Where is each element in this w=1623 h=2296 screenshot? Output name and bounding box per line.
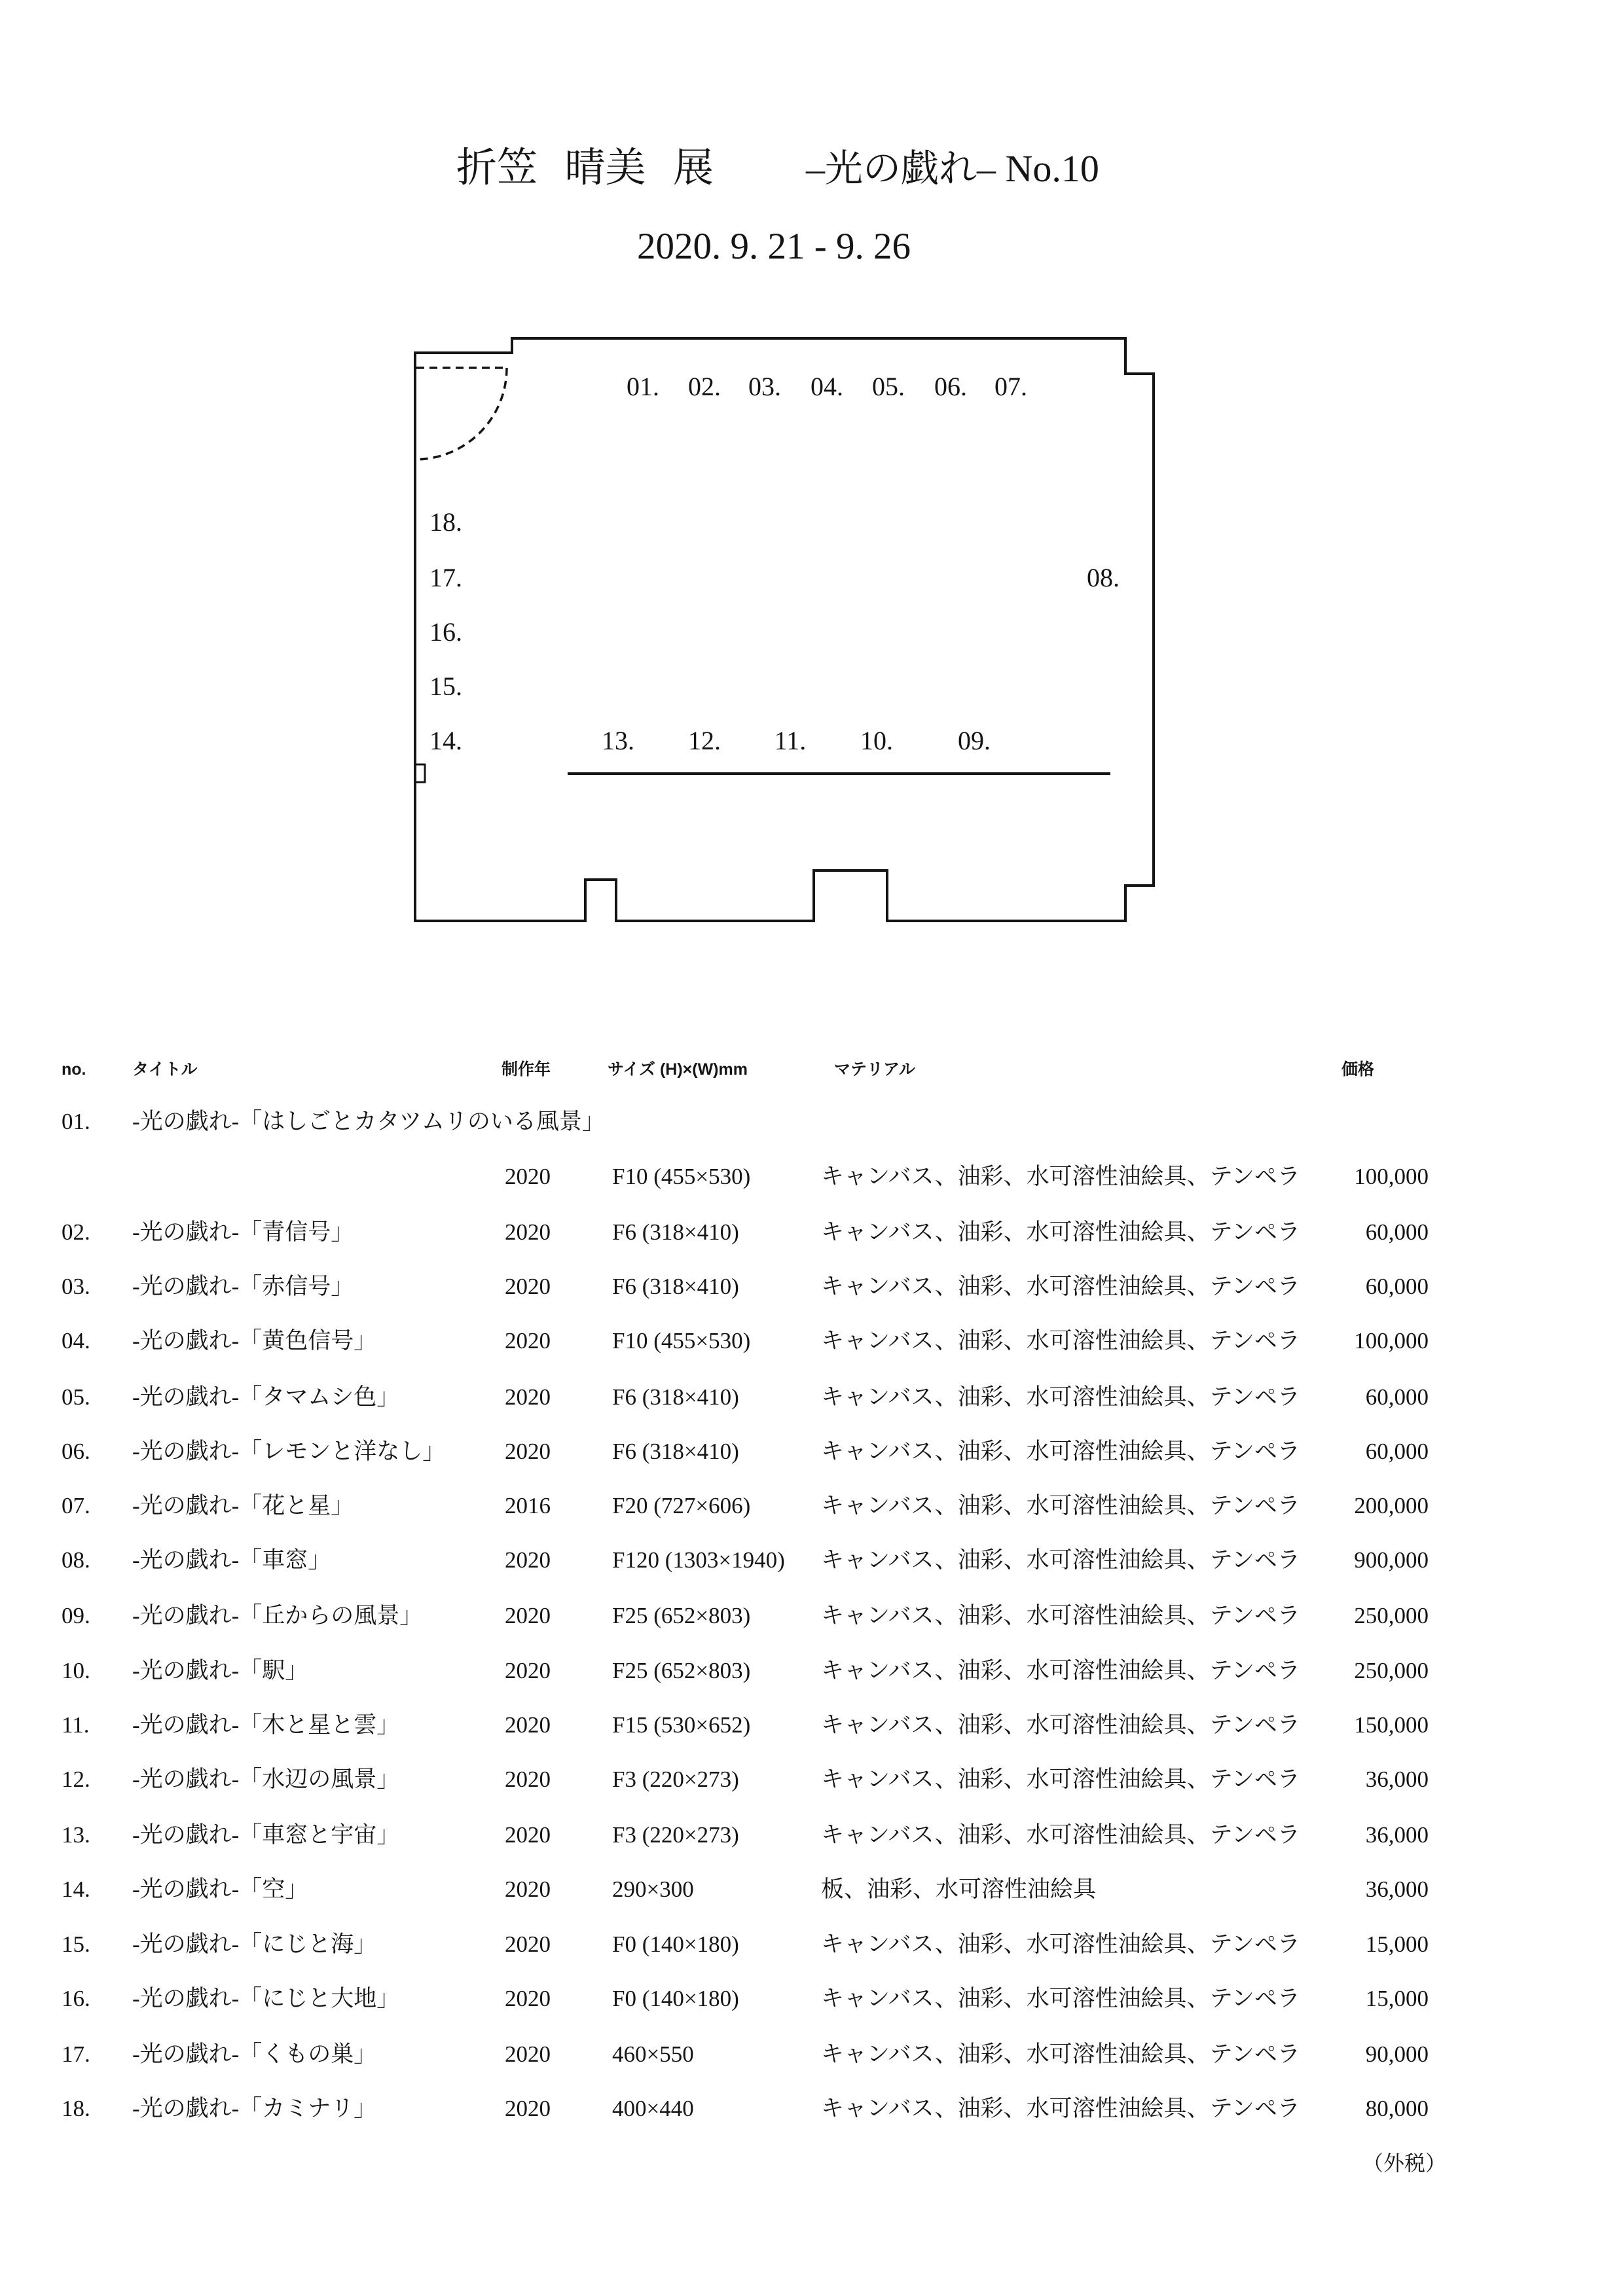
year: 2020 [505,1547,551,1573]
material: キャンバス、油彩、水可溶性油絵具、テンペラ [821,1328,1300,1354]
year: 2020 [505,1328,551,1354]
exhibition-title: 折笠 晴美 展 [456,146,714,190]
floor-plan-outline [415,338,1154,921]
artwork-title: -光の戯れ-「レモンと洋なし」 [132,1439,446,1464]
size: 400×440 [612,2096,694,2121]
artwork-title: -光の戯れ-「丘からの風景」 [132,1603,423,1628]
size: F3 (220×273) [612,1767,739,1792]
artwork-title: -光の戯れ-「木と星と雲」 [132,1712,400,1738]
price: 60,000 [1365,1274,1429,1299]
table-row [0,1602,1623,1630]
price: 15,000 [1365,1931,1429,1957]
material: キャンバス、油彩、水可溶性油絵具、テンペラ [821,1164,1300,1189]
size: 460×550 [612,2041,694,2067]
table-row [0,1437,1623,1466]
header-material: マテリアル [834,1060,916,1079]
material: キャンバス、油彩、水可溶性油絵具、テンペラ [821,1822,1300,1848]
row-number: 11. [62,1712,90,1738]
artwork-title: -光の戯れ-「花と星」 [132,1493,354,1518]
year: 2020 [505,1822,551,1848]
artwork-title: -光の戯れ-「タマムシ色」 [132,1384,400,1410]
price: 36,000 [1365,1876,1429,1902]
artwork-title: -光の戯れ-「空」 [132,1876,308,1902]
year: 2020 [505,2041,551,2067]
floor-plan-label: 10. [860,726,893,755]
row-number: 09. [62,1603,90,1628]
door-swing-arc [416,368,507,459]
material: キャンバス、油彩、水可溶性油絵具、テンペラ [821,1274,1300,1299]
year: 2020 [505,1384,551,1410]
size: F10 (455×530) [612,1164,751,1189]
floor-plan [0,0,1623,949]
size: F15 (530×652) [612,1712,751,1738]
size: F25 (652×803) [612,1658,751,1683]
year: 2020 [505,1986,551,2011]
floor-plan-label: 18. [429,507,462,537]
material: キャンバス、油彩、水可溶性油絵具、テンペラ [821,1384,1300,1410]
year: 2020 [505,1876,551,1902]
table-row [0,1327,1623,1355]
table-row [0,1107,1623,1191]
artwork-title: -光の戯れ-「車窓と宇宙」 [132,1822,400,1848]
year: 2020 [505,1439,551,1464]
floor-plan-label: 05. [872,372,905,401]
size: F6 (318×410) [612,1274,739,1299]
price: 150,000 [1354,1712,1429,1738]
size: F6 (318×410) [612,1384,739,1410]
table-row [0,1546,1623,1575]
year: 2020 [505,1603,551,1628]
header-no: no. [62,1060,86,1079]
size: F0 (140×180) [612,1986,739,2011]
table-row [0,1765,1623,1794]
size: F0 (140×180) [612,1931,739,1957]
artwork-title: -光の戯れ-「駅」 [132,1658,308,1683]
row-number: 18. [62,2096,90,2121]
price: 80,000 [1365,2096,1429,2121]
floor-plan-label: 03. [748,372,781,401]
row-number: 04. [62,1328,90,1354]
header-size: サイズ (H)×(W)mm [608,1060,748,1079]
header-title: タイトル [132,1060,198,1079]
price: 60,000 [1365,1384,1429,1410]
floor-plan-label: 14. [429,726,462,755]
row-number: 14. [62,1876,90,1902]
header-year: 制作年 [501,1060,551,1079]
table-row [0,1657,1623,1685]
floor-plan-label: 06. [934,372,967,401]
artwork-title: -光の戯れ-「黄色信号」 [132,1328,377,1354]
year: 2020 [505,1767,551,1792]
table-row [0,1875,1623,1904]
table-row [0,2040,1623,2069]
artwork-title: -光の戯れ-「はしごとカタツムリのいる風景」 [132,1109,605,1134]
year: 2020 [505,1274,551,1299]
wall-notch [415,764,425,782]
price: 900,000 [1354,1547,1429,1573]
floor-plan-label: 08. [1087,563,1120,592]
row-number: 17. [62,2041,90,2067]
price: 15,000 [1365,1986,1429,2011]
price: 250,000 [1354,1603,1429,1628]
artwork-title: -光の戯れ-「車窓」 [132,1547,331,1573]
year: 2020 [505,1931,551,1957]
row-number: 12. [62,1767,90,1792]
year: 2020 [505,1658,551,1683]
year: 2020 [505,1219,551,1245]
size: F3 (220×273) [612,1822,739,1848]
table-row [0,1383,1623,1412]
price: 36,000 [1365,1767,1429,1792]
material: キャンバス、油彩、水可溶性油絵具、テンペラ [821,2096,1300,2121]
material: キャンバス、油彩、水可溶性油絵具、テンペラ [821,1219,1300,1245]
size: F10 (455×530) [612,1328,751,1354]
floor-plan-label: 13. [602,726,634,755]
table-row [0,1984,1623,2013]
floor-plan-label: 09. [958,726,991,755]
table-row [0,2094,1623,2123]
row-number: 02. [62,1219,90,1245]
size: F6 (318×410) [612,1219,739,1245]
floor-plan-label: 07. [994,372,1027,401]
price: 100,000 [1354,1328,1429,1354]
artwork-title: -光の戯れ-「にじと大地」 [132,1986,400,2011]
row-number: 03. [62,1274,90,1299]
price: 36,000 [1365,1822,1429,1848]
row-number: 08. [62,1547,90,1573]
floor-plan-label: 01. [627,372,659,401]
row-number: 10. [62,1658,90,1683]
artwork-title: -光の戯れ-「水辺の風景」 [132,1767,400,1792]
table-row [0,1821,1623,1850]
size: F20 (727×606) [612,1493,751,1518]
material: キャンバス、油彩、水可溶性油絵具、テンペラ [821,1493,1300,1518]
table-row [0,1272,1623,1301]
year: 2020 [505,2096,551,2121]
floor-plan-label: 12. [688,726,721,755]
material: キャンバス、油彩、水可溶性油絵具、テンペラ [821,1712,1300,1738]
table-header [0,1060,1623,1079]
row-number: 05. [62,1384,90,1410]
table-row [0,1711,1623,1740]
price: 60,000 [1365,1219,1429,1245]
price: 60,000 [1365,1439,1429,1464]
price: 200,000 [1354,1493,1429,1518]
artwork-title: -光の戯れ-「にじと海」 [132,1931,377,1957]
table-row [0,1492,1623,1520]
tax-note: （外税） [1362,2151,1446,2175]
exhibition-dates: 2020. 9. 21 - 9. 26 [637,226,911,267]
floor-plan-label: 11. [774,726,807,755]
material: キャンバス、油彩、水可溶性油絵具、テンペラ [821,1547,1300,1573]
row-number: 16. [62,1986,90,2011]
price: 250,000 [1354,1658,1429,1683]
material: キャンバス、油彩、水可溶性油絵具、テンペラ [821,1986,1300,2011]
price: 90,000 [1365,2041,1429,2067]
material: 板、油彩、水可溶性油絵具 [821,1876,1097,1902]
floor-plan-label: 04. [811,372,843,401]
row-number: 01. [62,1109,90,1134]
row-number: 13. [62,1822,90,1848]
material: キャンバス、油彩、水可溶性油絵具、テンペラ [821,1767,1300,1792]
material: キャンバス、油彩、水可溶性油絵具、テンペラ [821,1603,1300,1628]
year: 2020 [505,1164,551,1189]
size: F6 (318×410) [612,1439,739,1464]
floor-plan-label: 16. [429,617,462,647]
artwork-title: -光の戯れ-「青信号」 [132,1219,354,1245]
year: 2016 [505,1493,551,1518]
price: 100,000 [1354,1164,1429,1189]
table-row [0,1930,1623,1959]
artwork-title: -光の戯れ-「赤信号」 [132,1274,354,1299]
material: キャンバス、油彩、水可溶性油絵具、テンペラ [821,1658,1300,1683]
row-number: 07. [62,1493,90,1518]
row-number: 15. [62,1931,90,1957]
material: キャンバス、油彩、水可溶性油絵具、テンペラ [821,1931,1300,1957]
size: F120 (1303×1940) [612,1547,785,1573]
exhibition-subtitle: –光の戯れ– No.10 [806,147,1099,190]
size: F25 (652×803) [612,1603,751,1628]
row-number: 06. [62,1439,90,1464]
size: 290×300 [612,1876,694,1902]
floor-plan-label: 15. [429,672,462,701]
material: キャンバス、油彩、水可溶性油絵具、テンペラ [821,2041,1300,2067]
artwork-title: -光の戯れ-「くもの巣」 [132,2041,377,2067]
floor-plan-label: 02. [688,372,721,401]
table-row [0,1218,1623,1247]
year: 2020 [505,1712,551,1738]
material: キャンバス、油彩、水可溶性油絵具、テンペラ [821,1439,1300,1464]
floor-plan-label: 17. [429,563,462,592]
artwork-title: -光の戯れ-「カミナリ」 [132,2096,377,2121]
header-price: 価格 [1341,1060,1375,1079]
